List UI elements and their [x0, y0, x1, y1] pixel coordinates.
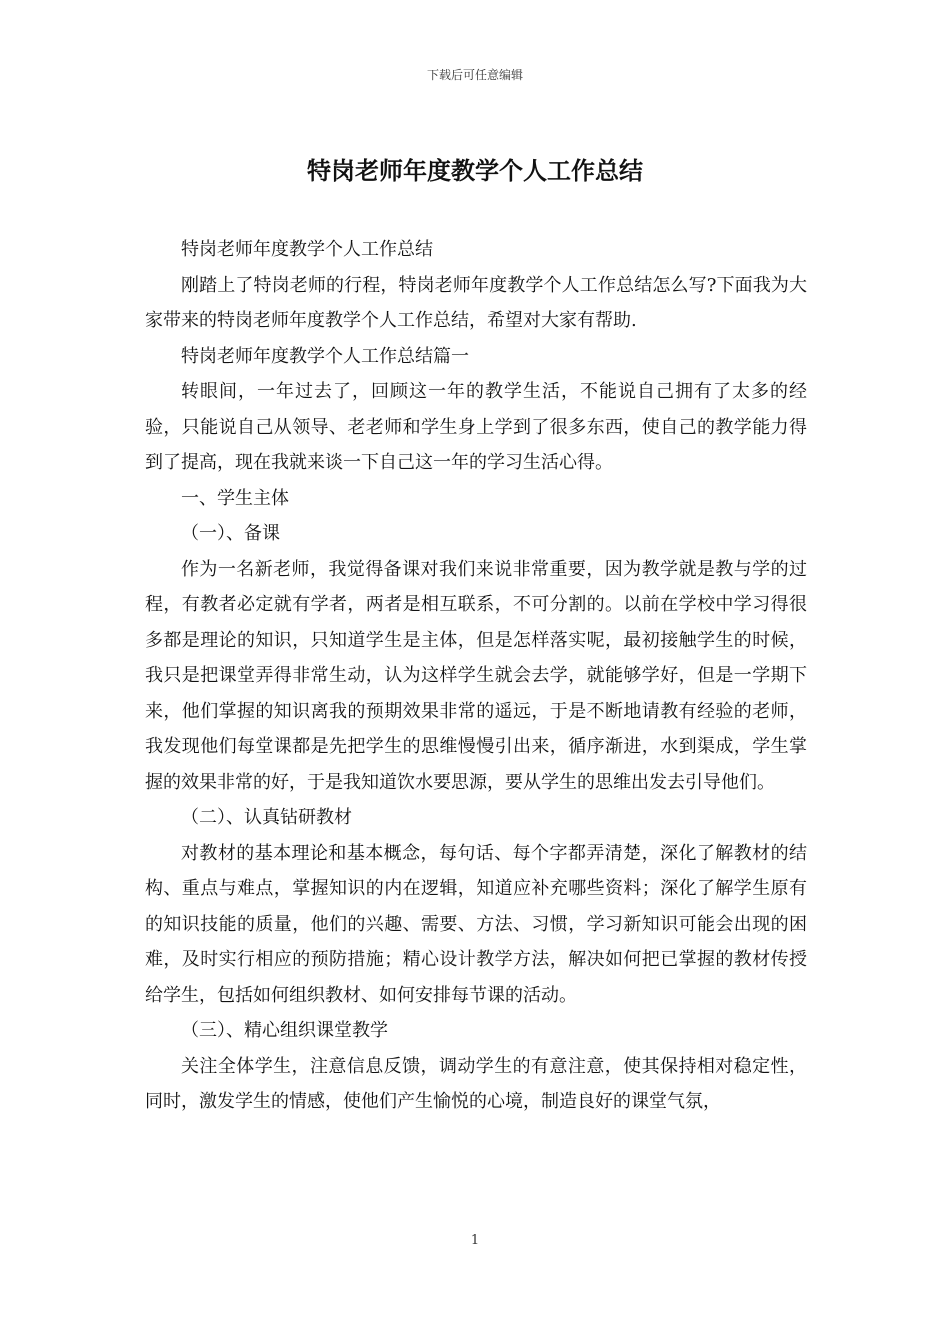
paragraph-heading-classroom: （三）、精心组织课堂教学	[181, 1020, 388, 1041]
paragraph-opening: 转眼间，一年过去了，回顾这一年的教学生活，不能说自己拥有了太多的经验，只能说自己从领导、老老师和学生身上学到了很多东西，使自己的教学能力得到了提高，现在我就来谈一下自己这一年的学习生活心得。	[145, 381, 807, 473]
paragraph-heading-study-materials: （二）、认真钻研教材	[181, 807, 352, 828]
paragraph-heading-student-subject: 一、学生主体	[181, 487, 289, 509]
paragraph-heading-lesson-prep: （一）、备课	[181, 523, 280, 544]
document-title: 特岗老师年度教学个人工作总结	[307, 156, 643, 185]
paragraph-classroom: 关注全体学生，注意信息反馈，调动学生的有意注意，使其保持相对稳定性，同时，激发学生的情感，使他们产生愉悦的心境，制造良好的课堂气氛，	[145, 1055, 807, 1112]
paragraph-intro: 刚踏上了特岗老师的行程，特岗老师年度教学个人工作总结怎么写?下面我为大家带来的特岗老师年度教学个人工作总结，希望对大家有帮助.	[145, 274, 807, 331]
page-number: 1	[470, 1233, 480, 1248]
paragraph-subtitle: 特岗老师年度教学个人工作总结	[181, 239, 433, 260]
paragraph-lesson-prep: 作为一名新老师，我觉得备课对我们来说非常重要，因为教学就是教与学的过程，有教者必定就有学者，两者是相互联系，不可分割的。以前在学校中学习得很多都是理论的知识，只知道学生是主体，但是怎样落实呢，最初接触学生的时候，我只是把课堂弄得非常生动，认为这样学生就会去学，就能够学好，但是一学期下来，他们掌握的知识离我的预期效果非常的遥远，于是不断地请教有经验的老师，我发现他们每堂课都是先把学生的思维慢慢引出来，循序渐进，水到渠成，学生掌握的效果非常的好，于是我知道饮水要思源，要从学生的思维出发去引导他们。	[145, 558, 807, 793]
paragraph-section-heading: 特岗老师年度教学个人工作总结篇一	[181, 345, 469, 367]
paragraph-study-materials: 对教材的基本理论和基本概念，每句话、每个字都弄清楚，深化了解教材的结构、重点与难点，掌握知识的内在逻辑，知道应补充哪些资料；深化了解学生原有的知识技能的质量，他们的兴趣、需要、方法、习惯，学习新知识可能会出现的困难，及时实行相应的预防措施；精心设计教学方法，解决如何把已掌握的教材传授给学生，包括如何组织教材、如何安排每节课的活动。	[145, 842, 807, 1006]
document-body	[145, 232, 807, 1120]
header-note: 下载后可任意编辑	[426, 68, 523, 82]
